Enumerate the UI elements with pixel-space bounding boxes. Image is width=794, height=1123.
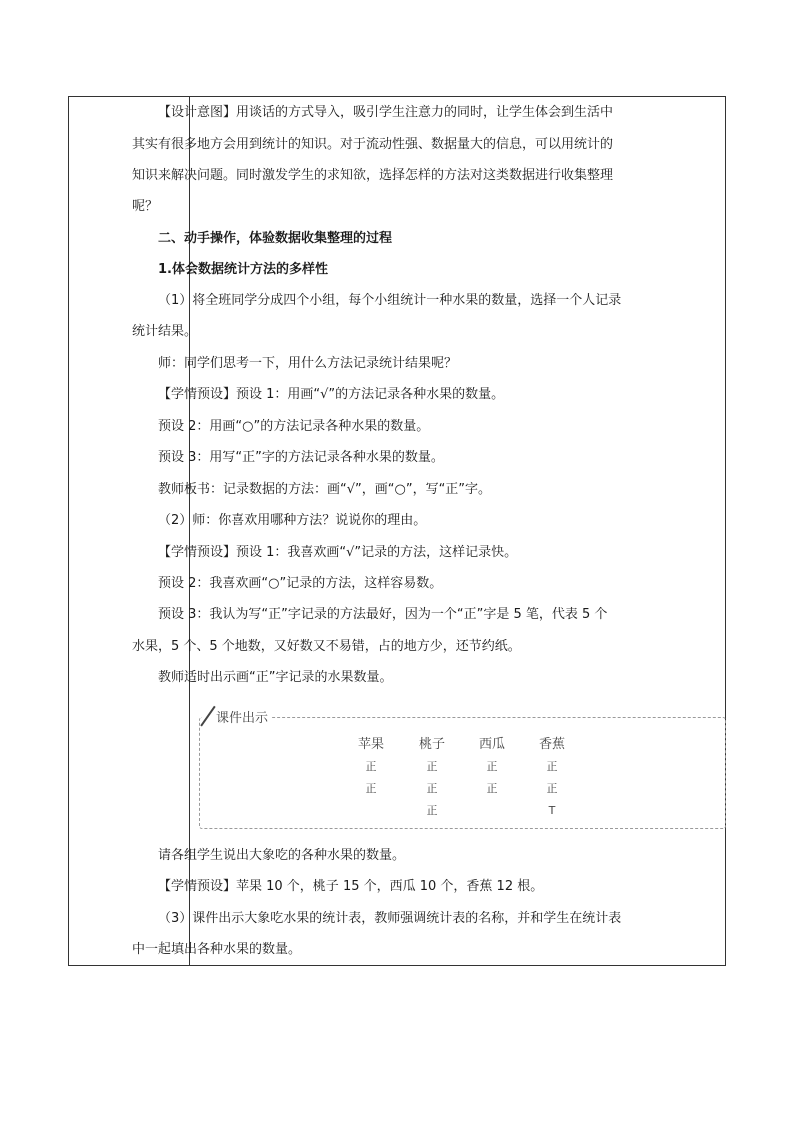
- preset-1-3: 预设 3：用写“正”字的方法记录各种水果的数量。: [158, 450, 444, 465]
- after-line-3: （3）课件出示大象吃水果的统计表，教师强调统计表的名称，并和学生在统计表: [158, 911, 622, 926]
- tally-mark: 正: [365, 760, 377, 773]
- fruit-column-banana: [532, 734, 572, 822]
- teacher-question-1: 师：同学们思考一下，用什么方法记录统计结果呢？: [158, 356, 458, 371]
- fruit-name: 香蕉: [538, 737, 565, 752]
- preset-1-1: 【学情预设】预设 1：用画“√”的方法记录各种水果的数量。: [158, 387, 505, 402]
- slash-icon: [202, 706, 214, 726]
- design-intent-line-3: 知识来解决问题。同时激发学生的求知欲，选择怎样的方法对这类数据进行收集整理: [132, 168, 614, 183]
- fruit-name: 西瓜: [478, 737, 505, 752]
- lesson-table: [68, 96, 726, 966]
- fruit-column-watermelon: [472, 734, 512, 800]
- preset-2-3-line-2: 水果，5 个、5 个地数，又好数又不易错，占的地方少，还节约纸。: [132, 639, 521, 654]
- courseware-label: [202, 706, 272, 726]
- tally-mark: 正: [365, 782, 377, 795]
- preset-1-2: 预设 2：用画“○”的方法记录各种水果的数量。: [158, 419, 430, 434]
- tally-mark: 正: [486, 760, 498, 773]
- tally-mark: 正: [546, 782, 558, 795]
- tally-mark: 正: [426, 782, 438, 795]
- teacher-show: 教师适时出示画“正”字记录的水果数量。: [158, 670, 393, 685]
- teacher-question-2: （2）师：你喜欢用哪种方法？说说你的理由。: [158, 513, 427, 528]
- after-line-2: 【学情预设】苹果 10 个，桃子 15 个，西瓜 10 个，香蕉 12 根。: [158, 879, 544, 894]
- fruit-column-apple: [351, 734, 391, 800]
- section-heading: 二、动手操作，体验数据收集整理的过程: [158, 231, 393, 246]
- tally-mark: 正: [546, 760, 558, 773]
- left-column: [69, 97, 190, 965]
- preset-2-1: 【学情预设】预设 1：我喜欢画“√”记录的方法，这样记录快。: [158, 545, 518, 560]
- design-intent-line-2: 其实有很多地方会用到统计的知识。对于流动性强、数据量大的信息，可以用统计的: [132, 137, 614, 152]
- board-writing: 教师板书：记录数据的方法：画“√”，画“○”，写“正”字。: [158, 482, 492, 497]
- tally-mark: 正: [426, 804, 438, 817]
- preset-2-3-line-1: 预设 3：我认为写“正”字记录的方法最好，因为一个“正”字是 5 笔，代表 5 个: [158, 607, 608, 622]
- preset-2-2: 预设 2：我喜欢画“○”记录的方法，这样容易数。: [158, 576, 443, 591]
- design-intent-line-1: 【设计意图】用谈话的方式导入，吸引学生注意力的同时，让学生体会到生活中: [158, 105, 614, 120]
- after-line-4: 中一起填出各种水果的数量。: [132, 942, 302, 957]
- step1-line-2: 统计结果。: [132, 324, 198, 339]
- subsection-heading: 1.体会数据统计方法的多样性: [158, 262, 328, 277]
- tally-mark: 正: [426, 760, 438, 773]
- design-intent-line-4: 呢？: [132, 199, 159, 214]
- fruit-name: 苹果: [357, 737, 384, 752]
- step1-line-1: （1）将全班同学分成四个小组，每个小组统计一种水果的数量，选择一个人记录: [158, 293, 622, 308]
- fruit-name: 桃子: [418, 737, 445, 752]
- tally-mark: T: [548, 804, 556, 817]
- tally-mark: 正: [486, 782, 498, 795]
- courseware-label-text: 课件出示: [216, 710, 269, 726]
- courseware-box: [199, 710, 726, 829]
- after-line-1: 请各组学生说出大象吃的各种水果的数量。: [158, 848, 406, 863]
- fruit-column-peach: [412, 734, 452, 822]
